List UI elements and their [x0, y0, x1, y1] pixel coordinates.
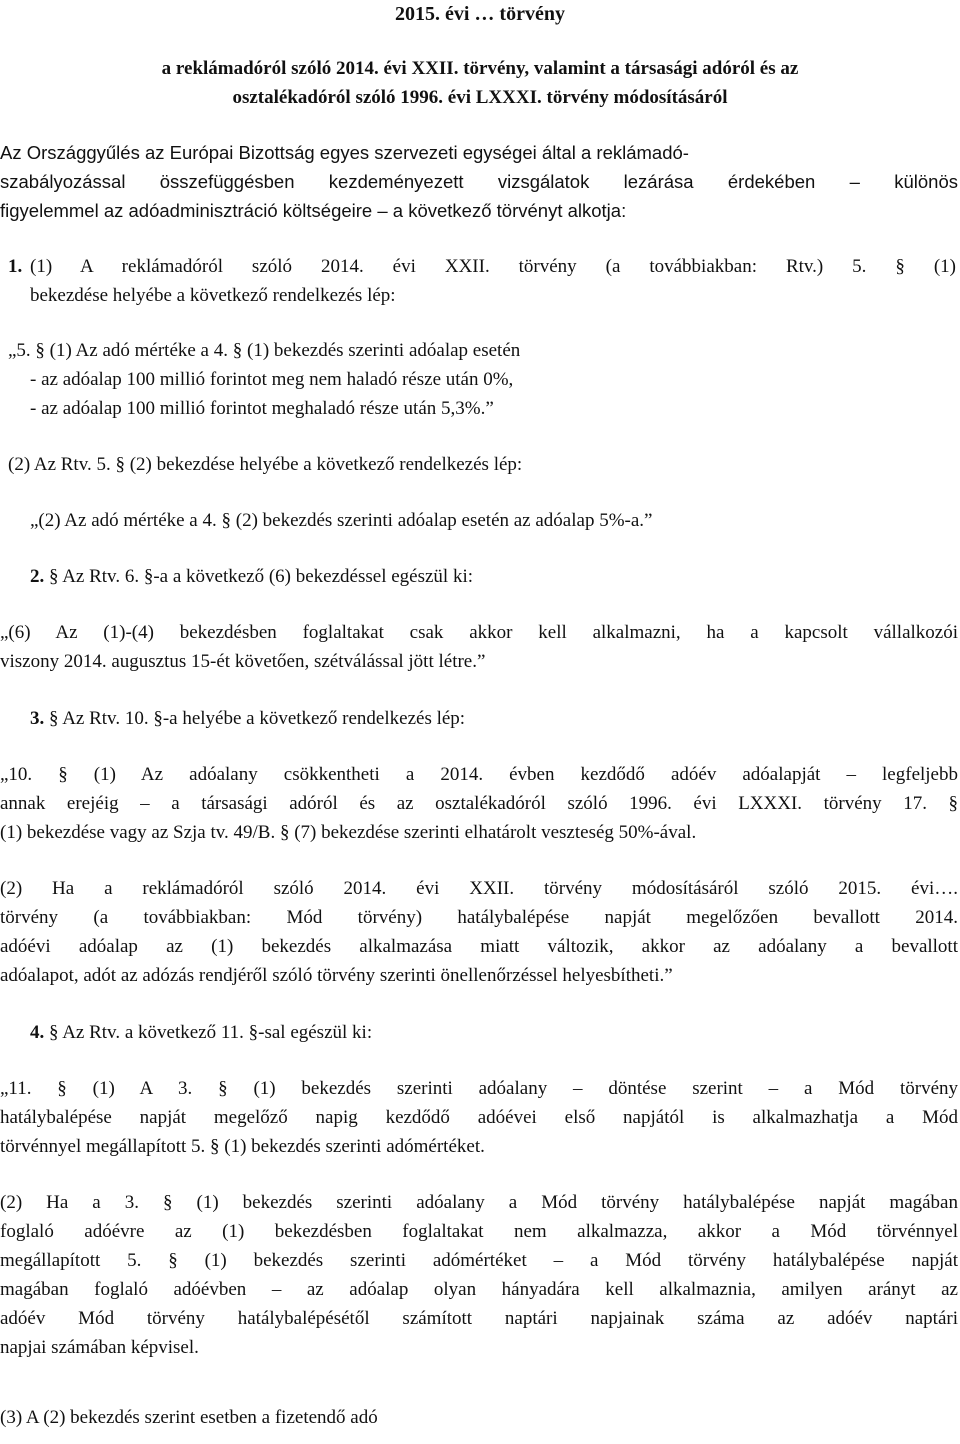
- section-4-p2-line-5: adóév Mód törvény hatálybalépésétől számított naptári napjainak száma az adóév naptári: [0, 1308, 958, 1329]
- section-number: 2.: [30, 566, 45, 587]
- quote-10-line-3: (1) bekezdése vagy az Szja tv. 49/B. § (7) bekezdése szerinti elhatárolt veszteség 50%-ával.: [0, 822, 697, 843]
- section-4-p2-line-6: napjai számában képvisel.: [0, 1337, 199, 1358]
- section-1-line-1: (1) A reklámadóról szóló 2014. évi XXII. törvény (a továbbiakban: Rtv.) 5. § (1): [30, 256, 956, 277]
- section-1: [8, 253, 22, 282]
- section-3-intro: [30, 705, 465, 734]
- section-4-p2-line-4: magában foglaló adóévben – az adóalap olyan hányadára kell alkalmaznia, amilyen arányt az: [0, 1279, 958, 1300]
- section-2-intro-text: § Az Rtv. 6. §-a a következő (6) bekezdéssel egészül ki:: [49, 566, 474, 587]
- quote-10-line-2: annak erejéig – a társasági adóról és az osztalékadóról szóló 1996. évi LXXXI. törvény 17. §: [0, 793, 958, 814]
- quote-6-line-1: „(6) Az (1)-(4) bekezdésben foglaltakat csak akkor kell alkalmazni, ha a kapcsolt vállalkozói: [0, 622, 958, 643]
- section-3-intro-text: § Az Rtv. 10. §-a helyébe a következő rendelkezés lép:: [49, 708, 466, 729]
- preamble-text: Az Országgyűlés az Európai Bizottság egyes szervezeti egységei által a reklámadó-: [0, 142, 689, 163]
- quote-5-line-1: „5. § (1) Az adó mértéke a 4. § (1) bekezdés szerinti adóalap esetén: [8, 340, 521, 361]
- preamble-line-3: figyelemmel az adóadminisztráció költségeire – a következő törvényt alkotja:: [0, 200, 627, 221]
- section-4-p3: (3) A (2) bekezdés szerint esetben a fizetendő adó: [0, 1407, 378, 1428]
- quote-5-2: „(2) Az adó mértéke a 4. § (2) bekezdés szerinti adóalap esetén az adóalap 5%-a.”: [30, 510, 653, 531]
- quote-11-line-2: hatálybalépése napját megelőző napig kezdődő adóévei első napjától is alkalmazhatja a Mód: [0, 1107, 958, 1128]
- section-1-line-2: bekezdése helyébe a következő rendelkezés lép:: [30, 285, 396, 306]
- section-4-p2-line-3: megállapított 5. § (1) bekezdés szerinti adómértéket – a Mód törvény hatálybalépése napját: [0, 1250, 958, 1271]
- section-2-intro: [30, 563, 473, 592]
- section-4-intro: [30, 1019, 372, 1048]
- section-number: 1.: [8, 256, 23, 277]
- section-3-p2-line-3: adóévi adóalap az (1) bekezdés alkalmazása miatt változik, akkor az adóalany a bevallott: [0, 936, 958, 957]
- section-3-p2-line-2: törvény (a továbbiakban: Mód törvény) hatálybalépése napját megelőzően bevallott 2014.: [0, 907, 958, 928]
- document-subtitle-line-1: a reklámadóról szóló 2014. évi XXII. törvény, valamint a társasági adóról és az: [161, 58, 799, 79]
- quote-10-line-1: „10. § (1) Az adóalany csökkentheti a 2014. évben kezdődő adóév adóalapját – legfeljebb: [0, 764, 958, 785]
- section-number: 3.: [30, 708, 45, 729]
- quote-5-line-3: - az adóalap 100 millió forintot meghaladó része után 5,3%.”: [30, 398, 494, 419]
- section-4-p2-line-2: foglaló adóévre az (1) bekezdésben foglaltakat nem alkalmazza, akkor a Mód törvénnyel: [0, 1221, 958, 1242]
- document-subtitle-line-2: osztalékadóról szóló 1996. évi LXXXI. törvény módosításáról: [232, 87, 728, 108]
- quote-11-line-1: „11. § (1) A 3. § (1) bekezdés szerinti adóalany – döntése szerint – a Mód törvény: [0, 1078, 958, 1099]
- document-title: 2015. évi … törvény: [395, 3, 565, 25]
- quote-11-line-3: törvénnyel megállapított 5. § (1) bekezdés szerinti adómértéket.: [0, 1136, 485, 1157]
- section-4-intro-text: § Az Rtv. a következő 11. §-sal egészül ki:: [49, 1022, 373, 1043]
- section-4-p2-line-1: (2) Ha a 3. § (1) bekezdés szerinti adóalany a Mód törvény hatálybalépése napját magában: [0, 1192, 958, 1213]
- quote-5-line-2: - az adóalap 100 millió forintot meg nem haladó része után 0%,: [30, 369, 514, 390]
- section-3-p2-line-4: adóalapot, adót az adózás rendjéről szóló törvény szerinti önellenőrzéssel helyesbítheti.”: [0, 965, 673, 986]
- preamble-line-1: [0, 139, 958, 168]
- section-number: 4.: [30, 1022, 45, 1043]
- quote-6-line-2: viszony 2014. augusztus 15-ét követően, szétválással jött létre.”: [0, 651, 486, 672]
- section-3-p2-line-1: (2) Ha a reklámadóról szóló 2014. évi XXII. törvény módosításáról szóló 2015. évi….: [0, 878, 958, 899]
- preamble-line-2: szabályozással összefüggésben kezdeményezett vizsgálatok lezárása érdekében – különös: [0, 171, 958, 192]
- section-1-paragraph-2: (2) Az Rtv. 5. § (2) bekezdése helyébe a következő rendelkezés lép:: [8, 454, 523, 475]
